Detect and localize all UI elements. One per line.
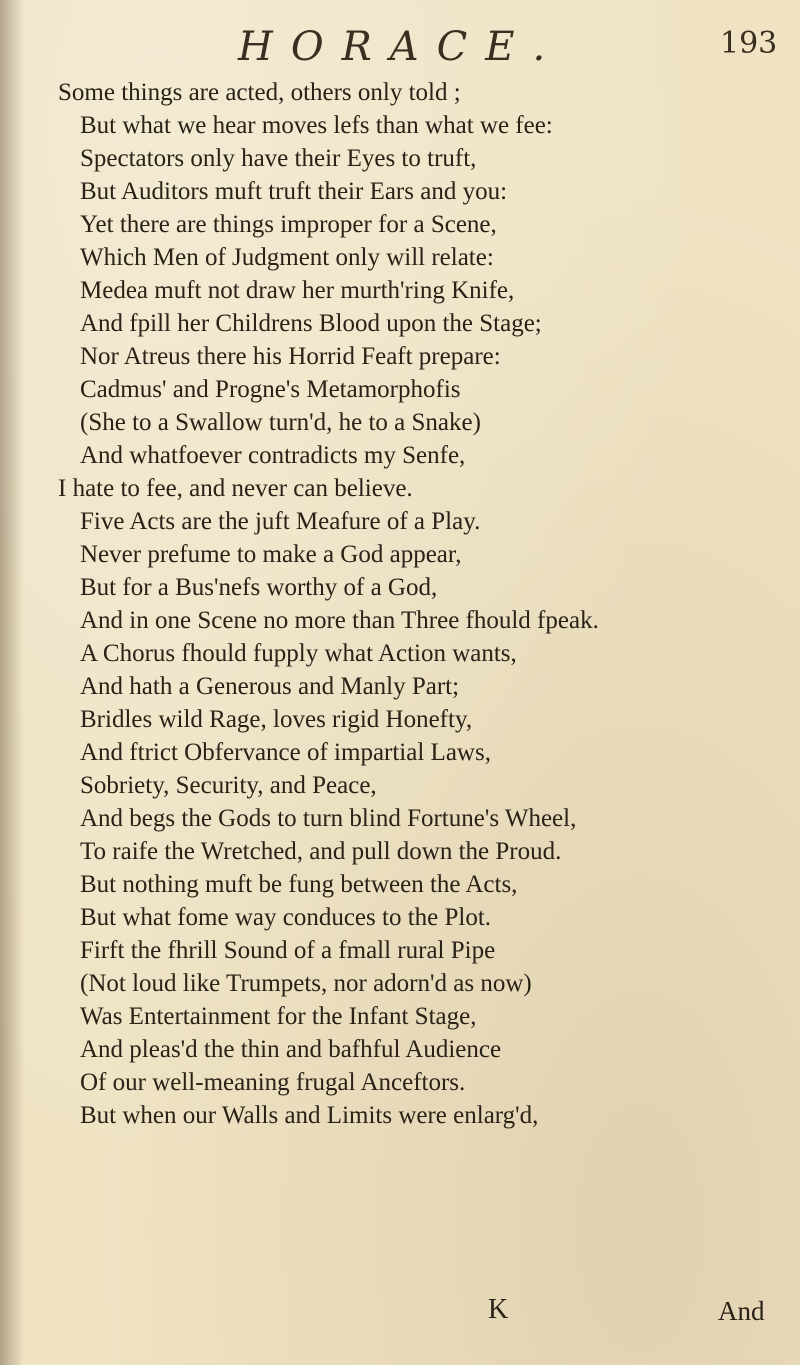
verse-line: Firft the fhrill Sound of a fmall rural Pipe <box>80 937 496 964</box>
catchword: And <box>718 1296 765 1326</box>
verse-line: Five Acts are the juft Meafure of a Play. <box>80 508 481 535</box>
verse-line: And ftrict Obfervance of impartial Laws, <box>80 739 491 766</box>
verse-line: But when our Walls and Limits were enlarg'd, <box>80 1102 539 1129</box>
page-number: 193 <box>720 26 778 61</box>
verse-line: I hate to fee, and never can believe. <box>58 475 413 502</box>
verse-line: Never prefume to make a God appear, <box>80 541 462 568</box>
verse-line: But nothing muft be fung between the Acts, <box>80 871 518 898</box>
verse-line: But for a Bus'nefs worthy of a God, <box>80 574 438 601</box>
verse-line: And hath a Generous and Manly Part; <box>80 673 460 700</box>
verse-line: And begs the Gods to turn blind Fortune's Wheel, <box>80 805 577 832</box>
verse-line: Spectators only have their Eyes to truft, <box>80 145 477 172</box>
verse-line: Some things are acted, others only told ; <box>58 79 461 106</box>
page-gutter-shadow <box>0 0 24 1365</box>
verse-line: Medea muft not draw her murth'ring Knife, <box>80 277 515 304</box>
verse-line: Was Entertainment for the Infant Stage, <box>80 1003 477 1030</box>
verse-line: But what fome way conduces to the Plot. <box>80 904 492 931</box>
verse-line: To raife the Wretched, and pull down the Proud. <box>80 838 562 865</box>
verse-line: And fpill her Childrens Blood upon the Stage; <box>80 310 542 337</box>
verse-line: Bridles wild Rage, loves rigid Honefty, <box>80 706 473 733</box>
verse-line: And pleas'd the thin and bafhful Audience <box>80 1036 502 1063</box>
verse-line: And in one Scene no more than Three fhould fpeak. <box>80 607 599 634</box>
verse-line: Nor Atreus there his Horrid Feaft prepare: <box>80 343 501 370</box>
verse-line: But Auditors muft truft their Ears and you: <box>80 178 508 205</box>
verse-line: (Not loud like Trumpets, nor adorn'd as now) <box>80 970 532 997</box>
verse-line: A Chorus fhould fupply what Action wants, <box>80 640 517 667</box>
verse-line: Cadmus' and Progne's Metamorphofis <box>80 376 461 403</box>
verse-line: Of our well-meaning frugal Anceftors. <box>80 1069 466 1096</box>
signature-mark: K <box>488 1294 509 1325</box>
verse-line: Yet there are things improper for a Scene, <box>80 211 497 238</box>
verse-line: And whatfoever contradicts my Senfe, <box>80 442 466 469</box>
verse-block <box>58 76 788 1132</box>
verse-line: But what we hear moves lefs than what we fee: <box>80 112 553 139</box>
verse-line: Which Men of Judgment only will relate: <box>80 244 494 271</box>
verse-line: (She to a Swallow turn'd, he to a Snake) <box>80 409 481 436</box>
verse-line: Sobriety, Security, and Peace, <box>80 772 377 799</box>
running-title: HORACE. <box>238 24 564 70</box>
